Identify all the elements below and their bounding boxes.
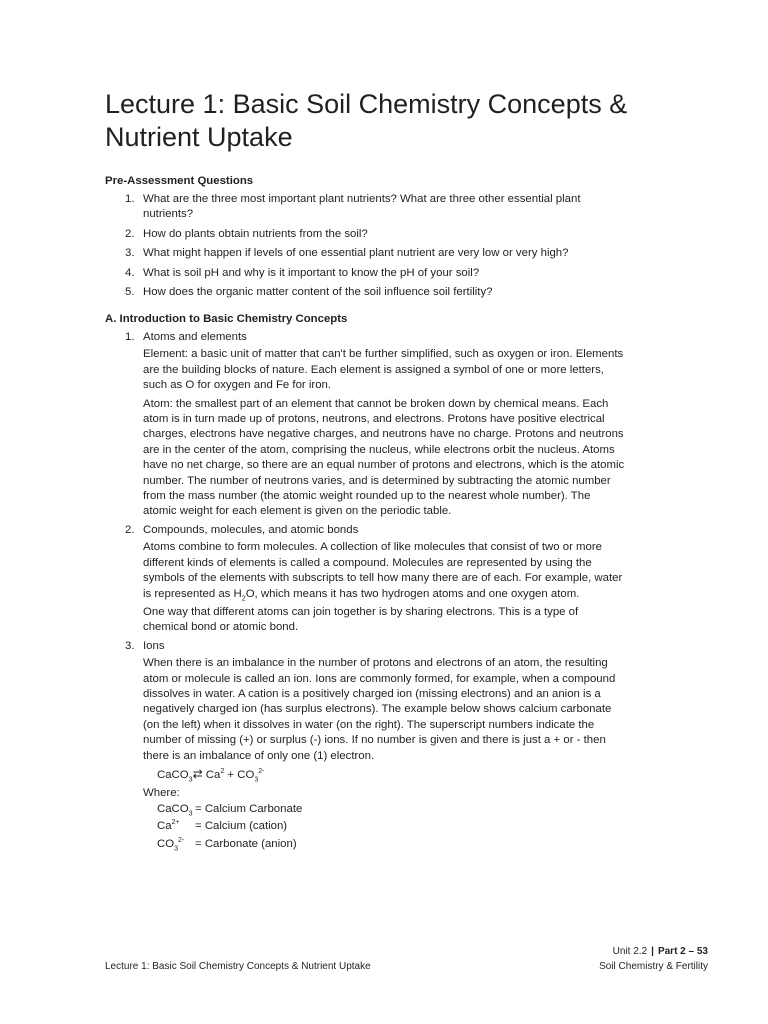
preassessment-heading: Pre-Assessment Questions — [105, 175, 254, 187]
question-text: How does the organic matter content of the soil influence soil fertility? — [143, 286, 493, 299]
footer-lecture-title: Lecture 1: Basic Soil Chemistry Concepts & Nutrient Uptake — [105, 961, 371, 972]
title-line-1: Lecture 1: Basic Soil Chemistry Concepts & — [105, 89, 628, 119]
question-text: What are the three most important plant nutrients? What are three other essential plant nutrients? — [143, 193, 581, 221]
legend-description: = Calcium Carbonate — [195, 802, 303, 815]
legend-symbol: $CO_3^{2-}$ — [157, 836, 185, 852]
question-number: 2. — [125, 227, 135, 240]
footer-unit-line — [599, 944, 708, 959]
subsection-number: 1. — [125, 331, 135, 343]
question-number: 1. — [125, 193, 135, 205]
title-line-2: Nutrient Uptake — [105, 122, 293, 152]
question-text: How do plants obtain nutrients from the soil? — [143, 227, 368, 240]
compounds-text-b: O, which means it has two hydrogen atoms and one oxygen atom. — [245, 587, 580, 600]
subsection-ions — [105, 639, 625, 654]
footer-page-info — [599, 944, 708, 974]
compounds-paragraph — [105, 540, 625, 602]
legend-row-calcium — [105, 819, 625, 834]
subsection-title: Atoms and elements — [143, 331, 247, 343]
footer-separator: | — [651, 946, 654, 957]
question-item — [105, 285, 625, 300]
legend-symbol: $Ca^{2+}$ — [157, 819, 180, 833]
ions-paragraph: When there is an imbalance in the number of protons and electrons of an atom, the resulting atom or molecule is called an ion. Ions are commonly formed, for example, when a compound dissolves in water. A cation is a positively charged ion (missing electrons) and an anion is a negatively charged ion (has surplus electrons). The example below shows calcium carbonate (on the left) when it dissolves in water (on the right). The superscript numbers indicate the number of missing (+) or surplus (-) ions. If no number is given and there is just a + or - then there is an imbalance of only one (1) electron. — [143, 657, 616, 762]
section-a-heading: A. Introduction to Basic Chemistry Concepts — [105, 313, 348, 325]
question-number: 3. — [125, 247, 135, 260]
equilibrium-arrow-icon: ⇄ — [192, 766, 203, 781]
footer-unit: Unit 2.2 — [612, 946, 648, 957]
where-label: Where: — [143, 787, 180, 800]
legend-description: = Carbonate (anion) — [195, 837, 297, 850]
compounds-text-a: Atoms combine to form molecules. A collection of like molecules that consist of two or more different kinds of elements is called a compound. Molecules are represented by using the symbols of the elements with subscripts to tell how many there are of each. For example, water is represented as H — [143, 541, 623, 600]
question-item — [105, 227, 625, 242]
subsection-number: 2. — [125, 523, 135, 536]
legend-symbol: CaCO$_3$ — [157, 802, 193, 818]
subsection-compounds — [105, 523, 625, 538]
subsection-number: 3. — [125, 639, 135, 652]
question-text: What might happen if levels of one essential plant nutrient are very low or very high? — [143, 247, 569, 260]
subsection-title: Compounds, molecules, and atomic bonds — [143, 523, 359, 536]
page-title — [105, 88, 725, 154]
legend-row-carbonate — [105, 837, 625, 852]
question-item — [105, 266, 625, 281]
question-text: What is soil pH and why is it important to know the pH of your soil? — [143, 266, 480, 279]
preassessment-question-list — [105, 192, 625, 304]
legend-description: = Calcium (cation) — [195, 820, 288, 833]
question-item — [105, 246, 625, 261]
question-number: 4. — [125, 266, 135, 279]
footer-subject: Soil Chemistry & Fertility — [599, 961, 708, 972]
water-subscript: 2 — [241, 594, 246, 602]
question-number: 5. — [125, 286, 135, 299]
subsection-atoms-elements — [105, 330, 625, 345]
element-definition: Element: a basic unit of matter that can't be further simplified, such as oxygen or iron. Elements are the building blocks of nature. Each element is assigned a symbol of one or more letters, such as O for oxygen and Fe for iron. — [143, 348, 624, 392]
subsection-title: Ions — [143, 639, 165, 652]
atom-definition: Atom: the smallest part of an element that cannot be broken down by chemical means. Each atom is in turn made up of protons, neutrons, and electrons. Protons have positive electrical charges, electrons have negative charges, and neutrons have no charge. Protons and neutrons are in the center of the atom, comprising the nucleus, while electrons orbit the nucleus. Atoms have no net charge, so there are an equal number of protons and electrons, which is the atomic number. The number of neutrons varies, and is determined by subtracting the atomic number from the mass number (the atomic weight rounded up to the nearest whole number). The atomic weight for each element is given on the periodic table. — [143, 397, 625, 518]
section-a-content — [105, 330, 625, 854]
question-item — [105, 192, 625, 223]
dissolution-equation: CaCO$_3$⇄ $Ca^2 + CO_3^{2-}$ — [157, 766, 265, 784]
legend-row-calcium-carbonate — [105, 802, 625, 817]
footer-part-number: Part 2 – 53 — [657, 946, 708, 957]
chemical-bond-paragraph: One way that different atoms can join together is by sharing electrons. This is a type of chemical bond or atomic bond. — [143, 605, 579, 634]
